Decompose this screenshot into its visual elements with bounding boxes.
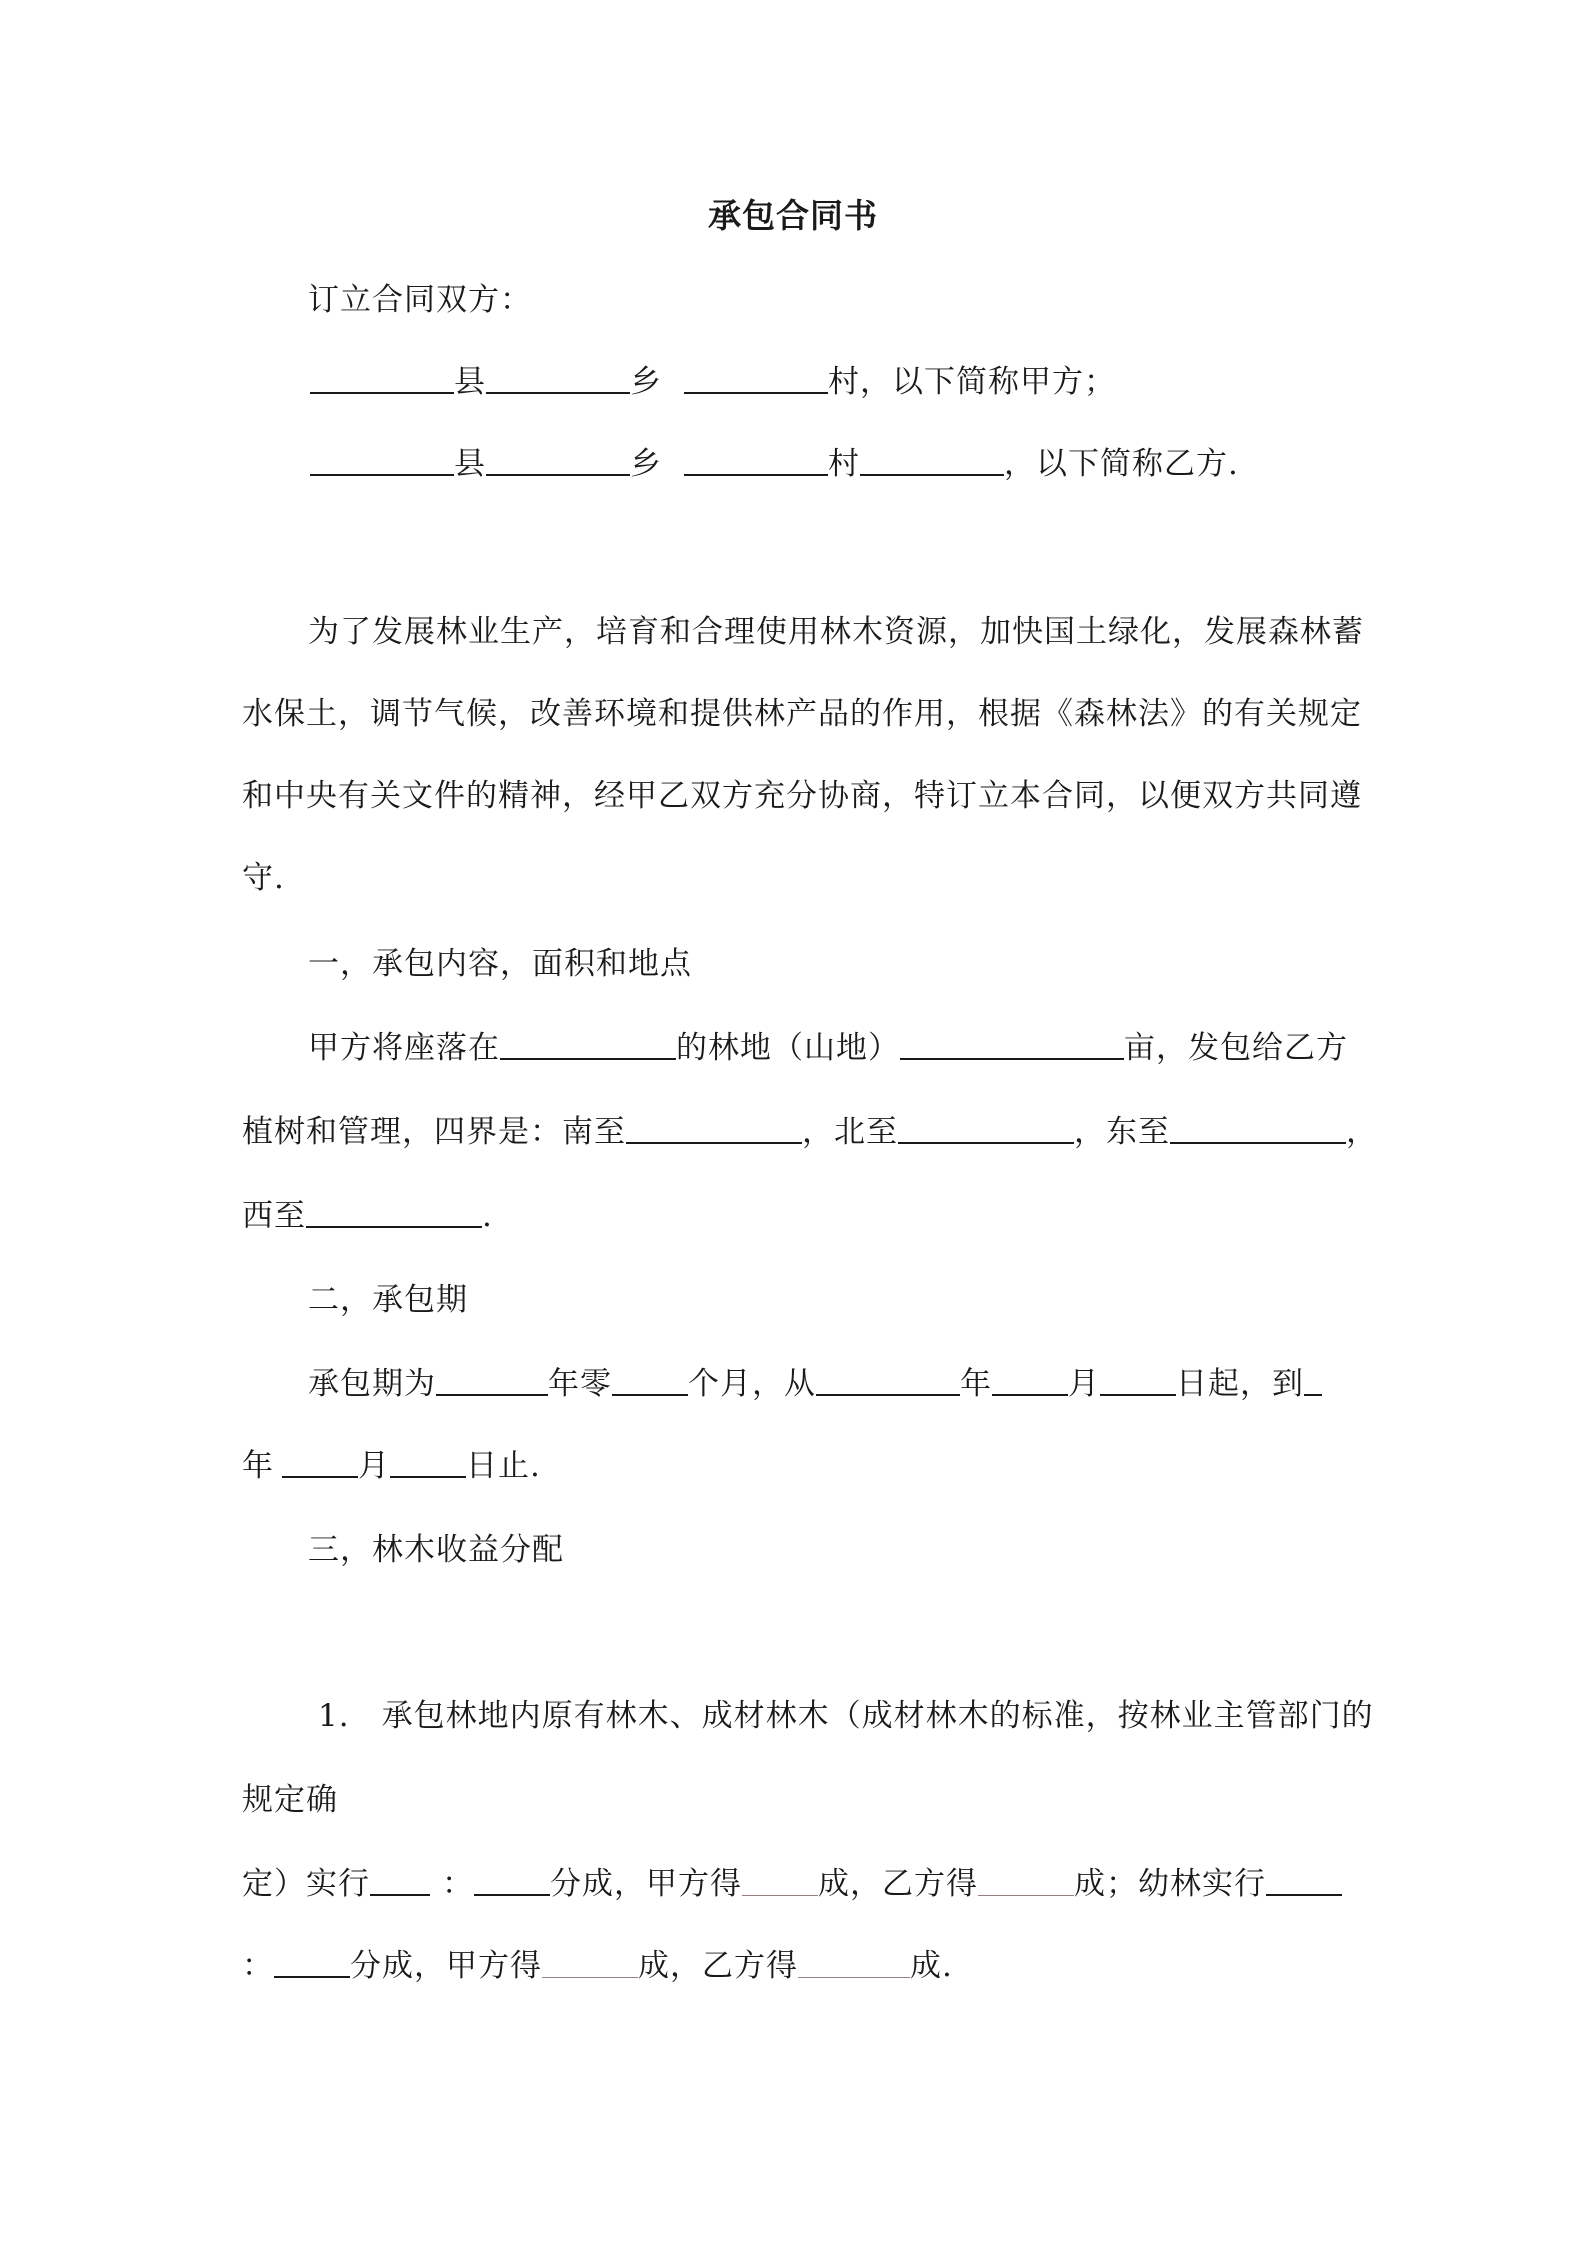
section-3-item-1-line-4 [242,1946,953,1986]
party-b-line [310,444,1239,484]
blank-field[interactable] [898,1114,1074,1144]
blank-field[interactable] [1266,1866,1342,1896]
month-label: 月 [1068,1366,1100,1402]
section-1-heading: 一，承包内容，面积和地点 [308,946,692,982]
preamble-line-3: 和中央有关文件的精神，经甲乙双方充分协商，特订立本合同，以便双方共同遵 [242,778,1362,814]
village-label: 村 [828,446,860,482]
blank-field[interactable] [612,1366,688,1396]
punctuation: ， [1346,1114,1378,1150]
township-label: 乡 [630,364,662,400]
ratio-colon: ： [242,1948,274,1984]
term-label: 承包期为 [308,1366,436,1402]
blank-field[interactable] [816,1366,960,1396]
blank-field[interactable] [500,1030,676,1060]
blank-field[interactable] [742,1867,818,1896]
north-boundary-label: ，北至 [802,1114,898,1150]
blank-field[interactable] [474,1866,550,1896]
blank-field[interactable] [306,1198,482,1228]
section-1-line-1 [308,1028,1348,1068]
item-number: 1. [318,1698,350,1734]
section-3-item-1-line-2: 规定确 [242,1782,338,1818]
party-b-suffix: ，以下简称乙方. [1004,446,1239,482]
township-label: 乡 [630,446,662,482]
preamble-line-2: 水保土，调节气候，改善环境和提供林产品的作用，根据《森林法》的有关规定 [242,696,1362,732]
south-boundary-label: 植树和管理，四界是：南至 [242,1114,626,1150]
blank-field[interactable] [436,1366,548,1396]
year-label: 年 [960,1366,992,1402]
county-label: 县 [454,364,486,400]
blank-field[interactable] [684,364,828,394]
section-3-item-1-line-3 [242,1864,1342,1904]
blank-field[interactable] [1100,1366,1176,1396]
party-a-line [310,362,1116,402]
section-3-heading: 三，林木收益分配 [308,1532,564,1568]
page-title: 承包合同书 [708,196,878,235]
village-label: 村 [828,364,860,400]
forest-land-label: 的林地（山地） [676,1030,900,1066]
end-day-label: 日止. [466,1448,541,1484]
party-b-share-label: 成，乙方得 [638,1948,798,1984]
location-label: 甲方将座落在 [308,1030,500,1066]
blank-field[interactable] [370,1866,430,1896]
blank-field[interactable] [310,446,454,476]
blank-field[interactable] [626,1114,802,1144]
blank-field[interactable] [1304,1366,1322,1396]
parties-heading: 订立合同双方： [308,282,532,318]
blank-field[interactable] [684,446,828,476]
blank-field[interactable] [798,1949,910,1978]
section-2-line-2 [242,1446,541,1486]
section-1-line-3 [242,1196,493,1236]
section-2-line-1 [308,1364,1322,1404]
ratio-colon: ： [442,1866,474,1902]
east-boundary-label: ，东至 [1074,1114,1170,1150]
party-a-suffix: ，以下简称甲方； [860,364,1116,400]
item-text: 承包林地内原有林木、成材林木（成材林木的标准，按林业主管部门的 [381,1698,1374,1734]
years-label: 年零 [548,1366,612,1402]
punctuation: . [482,1198,493,1234]
blank-field[interactable] [310,364,454,394]
county-label: 县 [454,446,486,482]
blank-field[interactable] [486,446,630,476]
blank-field[interactable] [1170,1114,1346,1144]
young-forest-ratio-label: 成；幼林实行 [1074,1866,1266,1902]
start-day-label: 日起，到 [1176,1366,1304,1402]
blank-field[interactable] [978,1867,1074,1896]
blank-field[interactable] [992,1366,1068,1396]
preamble-line-1: 为了发展林业生产，培育和合理使用林木资源，加快国土绿化，发展森林蓄 [308,614,1364,650]
preamble-line-4: 守. [242,860,285,896]
month-label: 月 [358,1448,390,1484]
west-boundary-label: 西至 [242,1198,306,1234]
party-a-share-label: 分成，甲方得 [550,1866,742,1902]
blank-field[interactable] [486,364,630,394]
months-label: 个月，从 [688,1366,816,1402]
blank-field[interactable] [282,1448,358,1478]
section-3-item-1-line-1 [318,1696,1374,1736]
punctuation: 成. [910,1948,953,1984]
section-1-line-2 [242,1112,1378,1152]
party-a-share-label: 分成，甲方得 [350,1948,542,1984]
section-2-heading: 二，承包期 [308,1282,468,1318]
blank-field[interactable] [860,446,1004,476]
area-unit-label: 亩，发包给乙方 [1124,1030,1348,1066]
blank-field[interactable] [390,1448,466,1478]
party-b-share-label: 成，乙方得 [818,1866,978,1902]
year-label: 年 [242,1448,274,1484]
blank-field[interactable] [900,1030,1124,1060]
blank-field[interactable] [274,1948,350,1978]
blank-field[interactable] [542,1949,638,1978]
ratio-label: 定）实行 [242,1866,370,1902]
